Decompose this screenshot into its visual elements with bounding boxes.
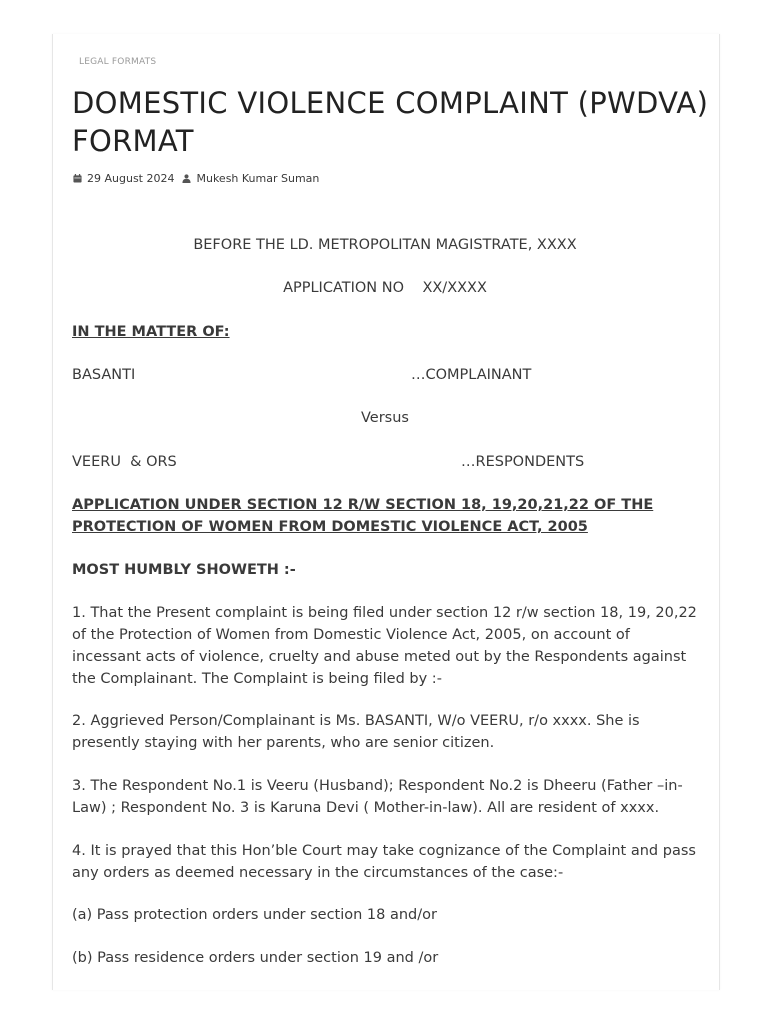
complainant-role: …COMPLAINANT bbox=[411, 367, 532, 383]
page-title: DOMESTIC VIOLENCE COMPLAINT (PWDVA) FORMAT bbox=[72, 86, 709, 158]
calendar-icon bbox=[73, 174, 82, 183]
category-link[interactable]: LEGAL FORMATS bbox=[79, 57, 157, 67]
respondent-role: …RESPONDENTS bbox=[461, 454, 585, 470]
paragraph-3: 3. The Respondent No.1 is Veeru (Husband); Respondent No.2 is Dheeru (Father –in-Law) ; Respondent No. 3 is Karuna Devi ( Mother-in-law). All are resident of xxxx. bbox=[72, 778, 683, 816]
complainant-name: BASANTI bbox=[72, 367, 136, 383]
showeth-heading: MOST HUMBLY SHOWETH :- bbox=[72, 562, 296, 578]
paragraph-2: 2. Aggrieved Person/Complainant is Ms. BASANTI, W/o VEERU, r/o xxxx. She is presently staying with her parents, who are senior citizen. bbox=[72, 713, 640, 751]
user-icon bbox=[182, 174, 191, 183]
matter-heading: IN THE MATTER OF: bbox=[72, 324, 230, 340]
paragraph-4: 4. It is prayed that this Hon’ble Court may take cognizance of the Complaint and pass any orders as deemed necessary in the circumstances of the case:- bbox=[72, 843, 696, 881]
paragraph-1: 1. That the Present complaint is being filed under section 12 r/w section 18, 19, 20,22 of the Protection of Women from Domestic Violence Act, 2005, on account of incessant acts of violence, cruelty and abuse meted out by the Respondents against the Complainant. The Complaint is being filed by :- bbox=[72, 605, 697, 687]
respondent-name: VEERU & ORS bbox=[72, 454, 177, 470]
post-date-text: 29 August 2024 bbox=[87, 172, 175, 185]
versus-text: Versus bbox=[361, 410, 409, 426]
post-meta bbox=[73, 172, 327, 185]
post-author[interactable] bbox=[182, 172, 319, 185]
application-number: APPLICATION NO XX/XXXX bbox=[283, 280, 487, 296]
application-heading: APPLICATION UNDER SECTION 12 R/W SECTION 18, 19,20,21,22 OF THE PROTECTION OF WOMEN FROM DOMESTIC VIOLENCE ACT, 2005 bbox=[72, 497, 654, 535]
court-heading: BEFORE THE LD. METROPOLITAN MAGISTRATE, XXXX bbox=[193, 237, 577, 253]
paragraph-b: (b) Pass residence orders under section 19 and /or bbox=[72, 950, 439, 966]
paragraph-a: (a) Pass protection orders under section 18 and/or bbox=[72, 907, 437, 923]
post-date[interactable] bbox=[73, 172, 174, 185]
post-author-name: Mukesh Kumar Suman bbox=[196, 172, 320, 185]
